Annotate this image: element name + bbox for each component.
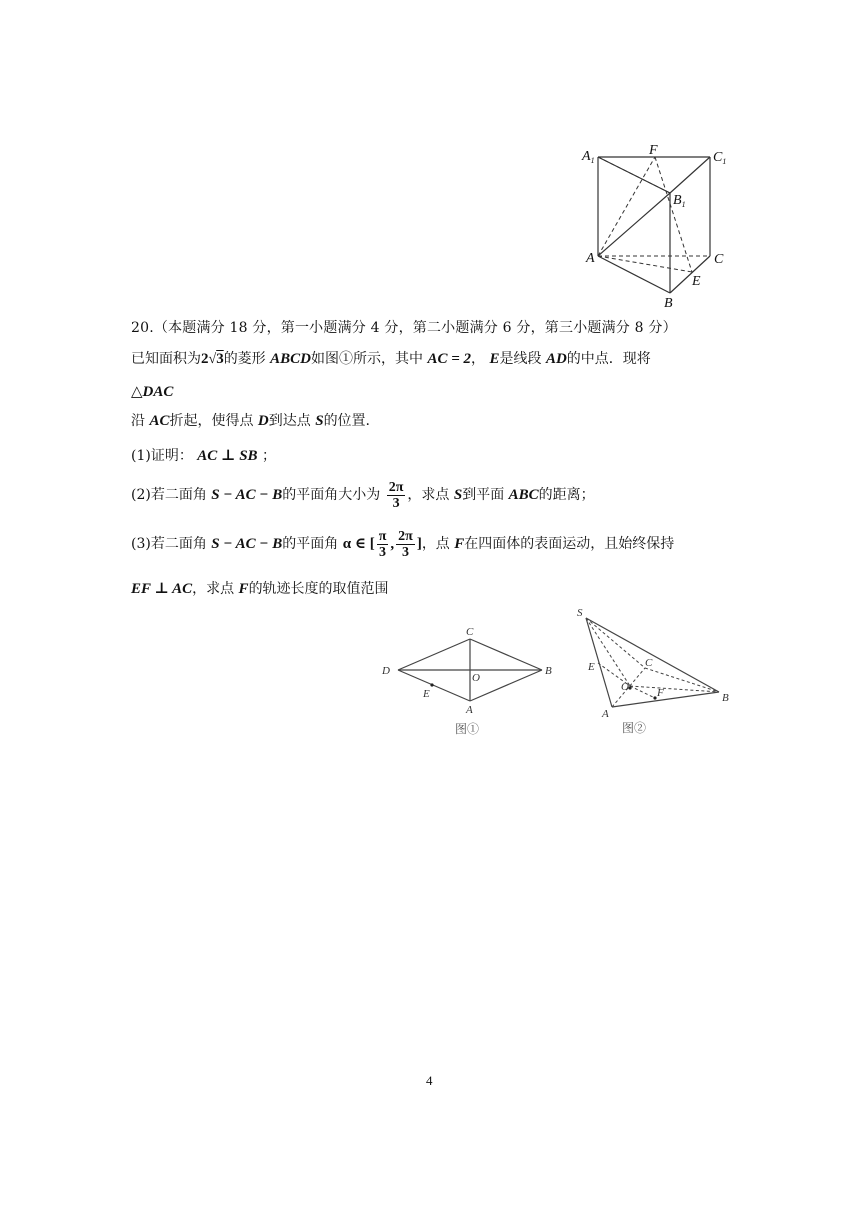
point-e xyxy=(430,683,433,686)
figure-1-caption: 图① xyxy=(455,722,480,736)
figure-2-tetrahedron xyxy=(570,600,740,740)
fig2-label-o: O xyxy=(621,681,629,693)
edge-s-b xyxy=(586,618,719,692)
fig1-label-o: O xyxy=(472,672,480,684)
label-b1: $B_1$ xyxy=(673,193,686,209)
figure-2-caption: 图② xyxy=(622,721,647,735)
fig2-label-c: C xyxy=(645,657,653,669)
edge-a-b1 xyxy=(598,193,670,256)
hidden-f-e xyxy=(655,157,692,272)
problem-fold: 沿 AC折起，使得点 D到达点 S的位置. xyxy=(131,413,371,429)
edge-d-c xyxy=(398,639,470,670)
hidden-s-c xyxy=(586,618,645,668)
fig2-label-b: B xyxy=(722,692,729,704)
fig1-label-a: A xyxy=(466,704,473,716)
edge-b-a xyxy=(470,670,542,701)
edge-a1-b1 xyxy=(598,157,670,193)
fraction-pi-3: $\frac{\pi}{3}$ xyxy=(378,528,387,560)
problem-header: 20.（本题满分 18 分，第一小题满分 4 分，第二小题满分 6 分，第三小题满分 8 分） xyxy=(131,320,677,336)
hidden-a-e xyxy=(598,256,692,272)
edge-a-b xyxy=(598,256,670,293)
fig1-label-e: E xyxy=(423,688,430,700)
fig2-label-f: F xyxy=(657,687,664,699)
hidden-s-o xyxy=(586,618,630,686)
label-f: F xyxy=(649,143,658,158)
label-c1: $C_1$ xyxy=(713,150,727,166)
fig2-label-a: A xyxy=(602,708,609,720)
edge-a-d xyxy=(398,670,470,701)
question-3-line2: EF ⊥ AC，求点 F的轨迹长度的取值范围 xyxy=(131,581,389,597)
fig1-label-d: D xyxy=(382,665,390,677)
fraction-2pi-3: $\frac{2\pi}{3}$ xyxy=(388,479,404,511)
prism-figure xyxy=(578,140,738,312)
label-c: C xyxy=(714,252,724,267)
problem-intro: 已知面积为2√3的菱形 ABCD如图①所示，其中 AC = 2， E是线段 AD的中点．现将 xyxy=(131,351,651,367)
fig1-label-b: B xyxy=(545,665,552,677)
fig2-label-s: S xyxy=(577,607,583,619)
fig2-label-e: E xyxy=(588,661,595,673)
fraction-2pi-3-b: $\frac{2\pi}{3}$ xyxy=(398,528,413,560)
edge-c1-b1 xyxy=(670,157,710,193)
hidden-o-b xyxy=(630,686,719,692)
edge-a-b xyxy=(612,692,719,707)
label-a: A xyxy=(586,251,595,266)
edge-c-b xyxy=(470,639,542,670)
figure-1-rhombus xyxy=(378,622,558,742)
edge-c-b xyxy=(670,256,710,293)
question-3: (3)若二面角 S − AC − B的平面角 α ∈ [ $\frac{\pi}{3}$ , $\frac{2\pi}{3}$ ]，点 F在四面体的表面运动，且始终保持 xyxy=(131,528,675,560)
label-e: E xyxy=(692,274,701,289)
fig1-label-c: C xyxy=(466,626,474,638)
hidden-o-f xyxy=(630,686,655,698)
label-b: B xyxy=(664,296,673,311)
triangle-dac: △DAC xyxy=(131,384,174,400)
label-a1: $A_1$ xyxy=(582,149,595,165)
page-number: 4 xyxy=(426,1073,433,1088)
question-1: (1)证明： AC ⊥ SB ； xyxy=(131,448,277,464)
question-2: (2)若二面角 S − AC − B的平面角大小为 $\frac{2\pi}{3}$ ，求点 S到平面 ABC的距离； xyxy=(131,479,595,511)
